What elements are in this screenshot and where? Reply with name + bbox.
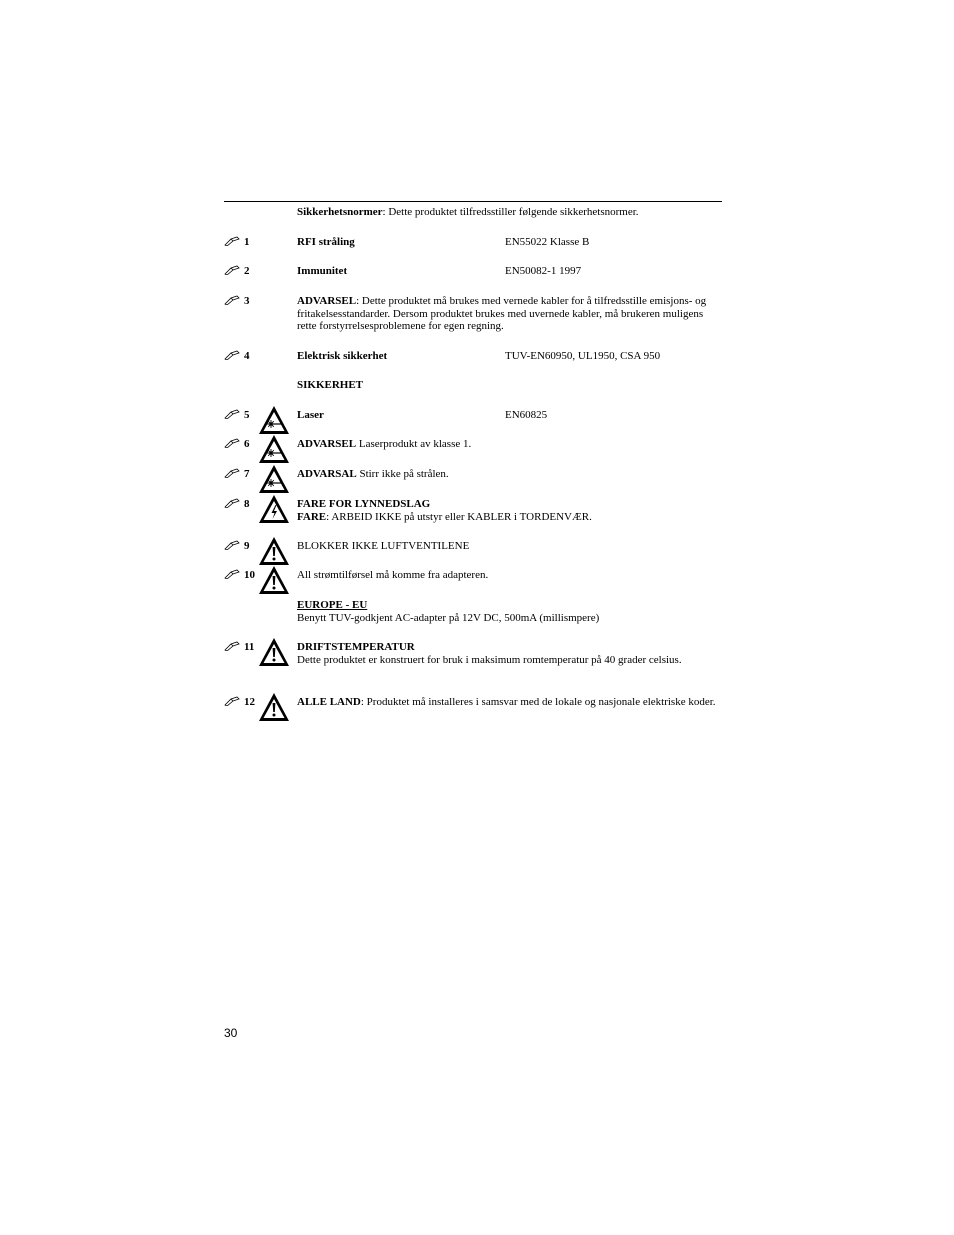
exclamation-warning-icon bbox=[258, 536, 290, 566]
pen-check-icon bbox=[224, 540, 241, 550]
item-value: EN55022 Klasse B bbox=[505, 236, 590, 248]
item-number: 1 bbox=[244, 236, 250, 248]
item-value: EN60825 bbox=[505, 409, 548, 421]
item-label: ALLE LAND bbox=[297, 696, 361, 708]
safety-item-11 bbox=[224, 641, 724, 681]
exclamation-warning-icon bbox=[258, 692, 290, 722]
pen-check-icon bbox=[224, 438, 241, 448]
intro-paragraph bbox=[297, 206, 727, 219]
item-body bbox=[297, 438, 725, 451]
safety-item-10 bbox=[224, 569, 724, 599]
item-text: Stirr ikke på strålen. bbox=[356, 468, 449, 480]
item-label: ADVARSEL bbox=[297, 295, 357, 307]
item-body bbox=[297, 295, 725, 333]
item-body bbox=[297, 498, 725, 523]
safety-item-7 bbox=[224, 468, 724, 498]
pen-check-icon bbox=[224, 569, 241, 579]
item-marker bbox=[224, 569, 258, 582]
item-number: 7 bbox=[244, 468, 250, 480]
item-marker bbox=[224, 438, 258, 451]
item-number: 11 bbox=[244, 641, 255, 653]
item-marker bbox=[224, 236, 258, 249]
safety-item-4 bbox=[224, 350, 724, 380]
pen-check-icon bbox=[224, 265, 241, 275]
item-value: EN50082-1 1997 bbox=[505, 265, 582, 277]
pen-check-icon bbox=[224, 696, 241, 706]
item-body bbox=[297, 569, 725, 582]
safety-item-3 bbox=[224, 295, 724, 340]
item-label: RFI stråling bbox=[297, 236, 355, 248]
item-body bbox=[297, 468, 725, 481]
pen-check-icon bbox=[224, 468, 241, 478]
item-marker bbox=[224, 468, 258, 481]
europe-heading: EUROPE - EU bbox=[297, 599, 368, 611]
laser-warning-icon bbox=[258, 405, 290, 435]
item-value: TUV-EN60950, UL1950, CSA 950 bbox=[505, 350, 661, 362]
exclamation-warning-icon bbox=[258, 637, 290, 667]
item-marker bbox=[224, 295, 258, 308]
safety-item-1 bbox=[224, 236, 724, 266]
item-label: FARE FOR LYNNEDSLAG bbox=[297, 498, 431, 510]
item-marker bbox=[224, 265, 258, 278]
pen-check-icon bbox=[224, 350, 241, 360]
page-number: 30 bbox=[224, 1026, 238, 1040]
safety-item-2 bbox=[224, 265, 724, 295]
item-marker bbox=[224, 540, 258, 553]
safety-item-5 bbox=[224, 409, 724, 439]
item-text: : ARBEID IKKE på utstyr eller KABLER i TORDENVÆR. bbox=[326, 510, 592, 523]
safety-item-6 bbox=[224, 438, 724, 468]
pen-check-icon bbox=[224, 498, 241, 508]
item-number: 5 bbox=[244, 409, 250, 421]
item-number: 9 bbox=[244, 540, 250, 552]
item-number: 8 bbox=[244, 498, 250, 510]
item-number: 4 bbox=[244, 350, 250, 362]
item-label: ADVARSEL bbox=[297, 438, 357, 450]
safety-section bbox=[224, 379, 724, 393]
safety-heading: SIKKERHET bbox=[297, 379, 364, 391]
safety-item-12 bbox=[224, 696, 724, 726]
item-number: 10 bbox=[244, 569, 255, 581]
item-label: Laser bbox=[297, 409, 324, 421]
item-body bbox=[297, 641, 725, 666]
item-number: 12 bbox=[244, 696, 255, 708]
item-label: Immunitet bbox=[297, 265, 348, 277]
item-body bbox=[297, 540, 725, 553]
item-text: All strømtilførsel må komme fra adapteren. bbox=[297, 569, 489, 581]
header-rule bbox=[224, 201, 722, 202]
laser-warning-icon bbox=[258, 464, 290, 494]
pen-check-icon bbox=[224, 641, 241, 651]
europe-note bbox=[224, 599, 724, 629]
item-marker bbox=[224, 641, 258, 654]
pen-check-icon bbox=[224, 409, 241, 419]
item-label: Elektrisk sikkerhet bbox=[297, 350, 388, 362]
safety-item-8 bbox=[224, 498, 724, 528]
exclamation-warning-icon bbox=[258, 565, 290, 595]
lightning-warning-icon bbox=[258, 494, 290, 524]
item-number: 2 bbox=[244, 265, 250, 277]
pen-check-icon bbox=[224, 295, 241, 305]
intro-heading: Sikkerhetsnormer bbox=[297, 206, 383, 218]
item-text: Dette produktet er konstruert for bruk i maksimum romtemperatur på 40 grader celsius. bbox=[297, 653, 682, 666]
item-text: : Produktet må installeres i samsvar med de lokale og nasjonale elektriske koder. bbox=[360, 696, 716, 708]
intro-text: : Dette produktet tilfredsstiller følgende sikkerhetsnormer. bbox=[382, 206, 639, 218]
item-marker bbox=[224, 498, 258, 511]
item-label: DRIFTSTEMPERATUR bbox=[297, 641, 415, 653]
item-marker bbox=[224, 350, 258, 363]
item-marker bbox=[224, 696, 258, 709]
item-number: 3 bbox=[244, 295, 250, 307]
item-text: : Dette produktet må brukes med vernede kabler for å tilfredsstille emisjons- og fritakelsesstandarder. Dersom produktet brukes med uvernede kabler, må brukeren muligens rette forstyrrelsesproblemene for egen regning. bbox=[297, 295, 707, 332]
item-body bbox=[297, 696, 725, 709]
item-label: ADVARSAL bbox=[297, 468, 357, 480]
item-marker bbox=[224, 409, 258, 422]
item-text: Laserprodukt av klasse 1. bbox=[356, 438, 472, 450]
europe-body bbox=[297, 599, 725, 624]
europe-text: Benytt TUV-godkjent AC-adapter på 12V DC, 500mA (millismpere) bbox=[297, 611, 600, 624]
item-text: BLOKKER IKKE LUFTVENTILENE bbox=[297, 540, 470, 552]
laser-warning-icon bbox=[258, 434, 290, 464]
pen-check-icon bbox=[224, 236, 241, 246]
safety-item-9 bbox=[224, 540, 724, 570]
item-number: 6 bbox=[244, 438, 250, 450]
item-label-secondary: FARE bbox=[297, 510, 327, 523]
